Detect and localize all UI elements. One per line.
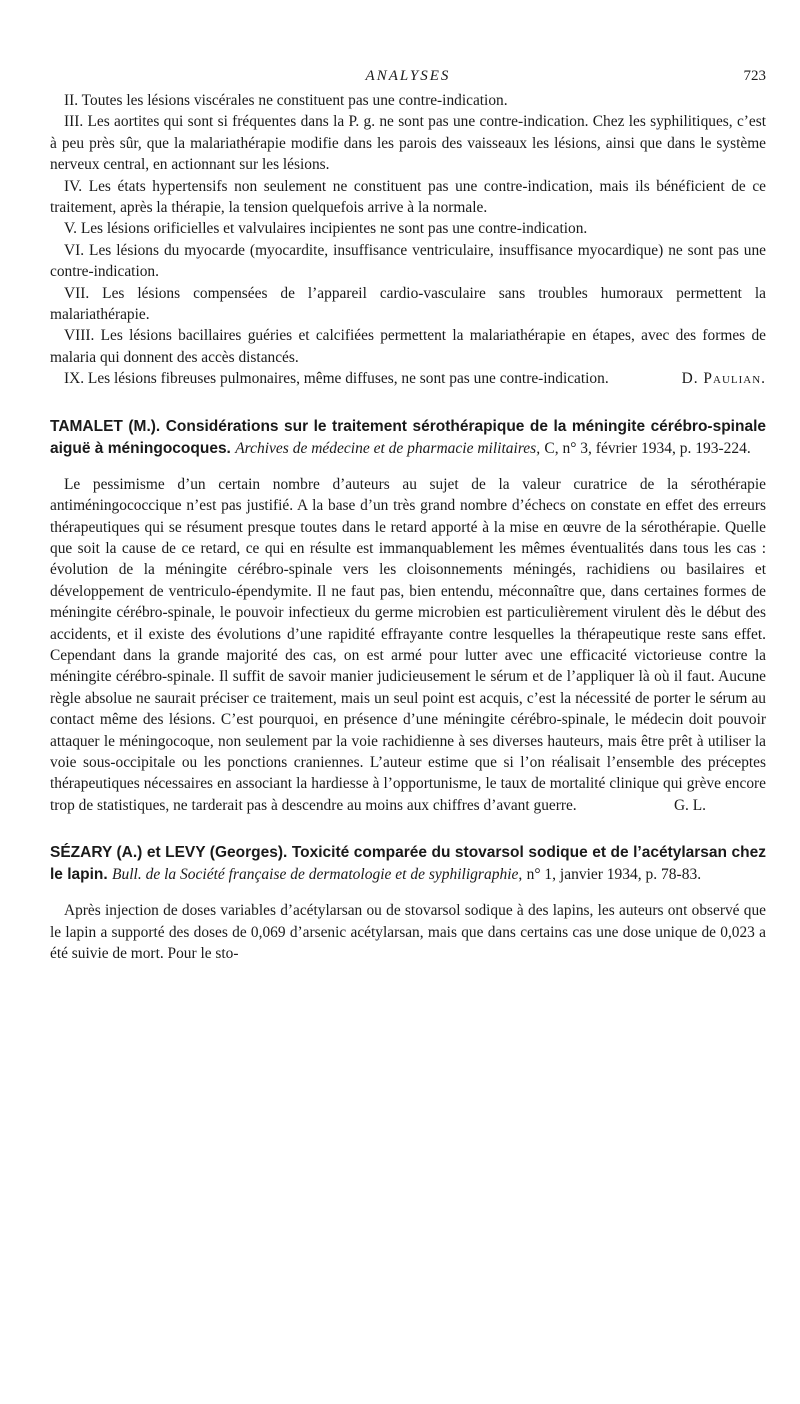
review-signature: D. Paulian. [681,370,766,388]
review-signature: G. L. [673,796,706,814]
list-item: IV. Les états hypertensifs non seulement ne constituent pas une contre-indication, mais ils bénéficient de ce traitement, après la thérapie, la tension quelquefois arrive à la normale. [50,177,766,217]
list-item [50,368,766,389]
review-body: Après injection de doses variables d’acétylarsan ou de stovarsol sodique à des lapins, les auteurs ont observé que le lapin a supporté des doses de 0,069 d’arsenic acétylarsan, mais que dans certains cas une dose unique de 0,023 a été suivie de mort. Pour le sto- [50,902,766,962]
review-title: Considérations sur le traitement sérothérapique de la méningite cérébro-spinale aiguë à méningocoques. [50,417,766,457]
page-number: 723 [743,68,766,84]
list-item: VI. Les lésions du myocarde (myocardite, insuffisance ventriculaire, insuffisance myocardique) ne sont pas une contre-indication. [50,241,766,281]
review-tamalet [50,416,766,817]
list-item: VII. Les lésions compensées de l’appareil cardio-vasculaire sans troubles humoraux permettent la malariathérapie. [50,284,766,324]
review-body-text: Le pessimisme d’un certain nombre d’auteurs au sujet de la valeur curatrice de la sérothérapie antiméningococcique n’est pas justifié. A la base d’un très grand nombre d’échecs on constate en effet des erreurs thérapeutiques qui se résument presque toutes dans le retard apporté à la mise en œuvre de la sérothérapie. Quelle que soit la cause de ce retard, ce qui en résulte est immanquablement les mêmes éventualités dans tous les cas : évolution de la méningite cérébro-spinale vers les cloisonnements méningés, rachidiens ou basilaires et développement de ventriculo-épendymite. Il ne faut pas, bien entendu, méconnaître que, dans certaines formes de méningite cérébro-spinale, le pouvoir infectieux du germe microbien est particulièrement virulent dès le début des accidents, et il existe des évolutions d’une rapidité effrayante contre lesquelles la thérapeutique reste sans effet. Cependant dans la grande majorité des cas, on est armé pour lutter avec une efficacité victorieuse contre la méningite cérébro-spinale. Il suffit de savoir manier judicieusement le sérum et de l’appliquer là où il faut. Aucune règle absolue ne saurait préciser ce traitement, mais un seul point est acquis, c’est la nécessité de porter le sérum au contact même des lésions. C’est pourquoi, en présence d’une méningite cérébro-spinale, le médecin doit pouvoir attaquer le méningocoque, non seulement par la voie rachidienne à ses diverses hauteurs, mais être prêt à utiliser la voie sous-occipitale ou les ponctions craniennes. L’auteur estime que si l’on réalisait l’ensemble des préceptes thérapeutiques nécessaires en associant la hardiesse à l’opportunisme, le taux de mortalité clinique qui grève encore trop de statistiques, ne tarderait pas à descendre au moins aux chiffres d’avant guerre. [50,475,766,814]
review-authors: SÉZARY (A.) et LEVY (Georges). [50,844,288,862]
list-item: VIII. Les lésions bacillaires guéries et calcifiées permettent la malariathérapie en étapes, avec des formes de malaria qui donnent des accès distancés. [50,327,766,366]
list-item: V. Les lésions orificielles et valvulaires incipientes ne sont pas une contre-indication. [64,220,588,238]
review-heading [50,416,766,460]
list-item-text: IX. Les lésions fibreuses pulmonaires, même diffuses, ne sont pas une contre-indication. [64,370,609,388]
review-reference: n° 1, janvier 1934, p. 78-83. [526,866,702,884]
review-paulian [50,90,766,390]
journal-page [50,68,766,964]
list-item: II. Toutes les lésions viscérales ne constituent pas une contre-indication. [64,92,508,109]
review-title: Toxicité comparée du stovarsol sodique et de l’acétylarsan chez le lapin. [50,844,766,884]
page-header [50,68,766,90]
review-reference: C, n° 3, février 1934, p. 193-224. [544,439,751,457]
review-body [50,474,766,817]
review-sezary [50,842,766,964]
review-journal: Bull. de la Société française de dermatologie et de syphiligraphie, [112,866,523,884]
review-heading [50,842,766,886]
list-item: III. Les aortites qui sont si fréquentes dans la P. g. ne sont pas une contre-indication. Chez les syphilitiques, c’est à peu près sûr, que la malariathérapie modifie dans les parois des vaisseaux les lésions, ainsi que dans le système nerveux central, en actionnant sur les lésions. [50,113,766,174]
running-head: ANALYSES [365,68,451,84]
review-journal: Archives de médecine et de pharmacie militaires, [235,439,541,457]
review-authors: TAMALET (M.). [50,417,161,435]
